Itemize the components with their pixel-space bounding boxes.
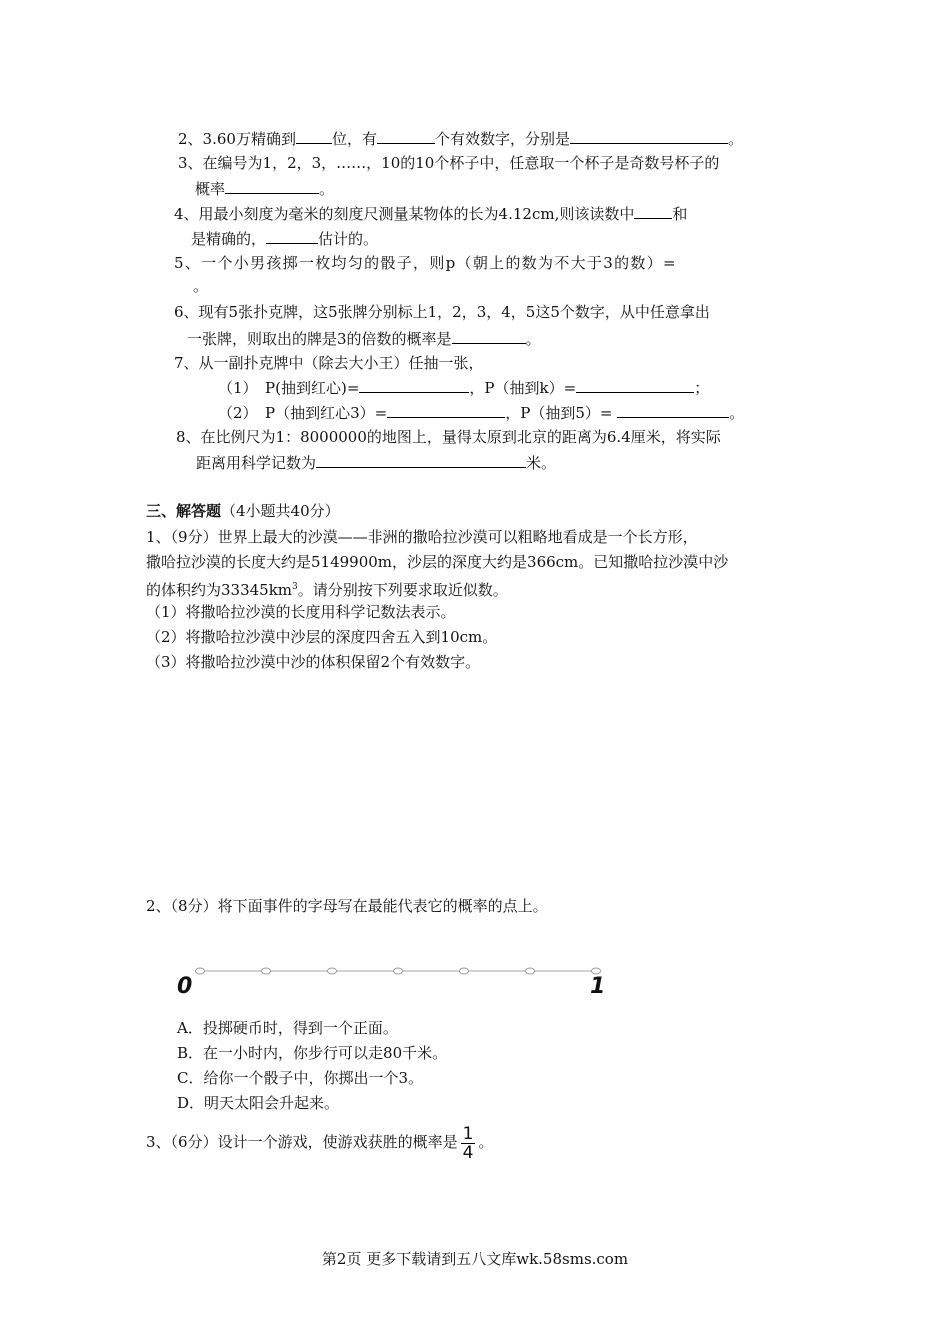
number-line-point[interactable] bbox=[328, 968, 337, 974]
event-option-b: B．在一小时内，你步行可以走80千米。 bbox=[177, 1044, 448, 1062]
question-4-cont: 是精确的， 估计的。 bbox=[191, 230, 379, 248]
probability-fraction: $\frac{1}{4}$ bbox=[462, 1123, 474, 1163]
axis-start-label: 0 bbox=[177, 974, 193, 999]
answer-blank[interactable] bbox=[634, 203, 672, 219]
answer-blank[interactable] bbox=[359, 377, 469, 393]
question-8-cont: 距离用科学记数为 米。 bbox=[196, 454, 557, 472]
event-option-c: C．给你一个骰子中，你掷出一个3。 bbox=[177, 1069, 424, 1087]
problem-1-sub-2: （2）将撒哈拉沙漠中沙层的深度四舍五入到10cm。 bbox=[146, 628, 498, 646]
number-line-point[interactable] bbox=[460, 968, 469, 974]
problem-1-line-3: 的体积约为$33345km^3$。请分别按下列要求取近似数。 bbox=[146, 581, 508, 599]
answer-blank[interactable] bbox=[617, 402, 729, 418]
problem-3: 3、（6分）设计一个游戏，使游戏获胜的概率是 $\frac{1}{4}$ 。 bbox=[146, 1123, 494, 1163]
question-6: 6、现有5张扑克牌，这5张牌分别标上1，2，3，4，5这5个数字，从中任意拿出 bbox=[174, 303, 710, 321]
question-6-cont: 一张牌，则取出的牌是3的倍数的概率是 。 bbox=[187, 330, 541, 348]
section-title: 三、解答题（4小题共40分） bbox=[146, 502, 340, 520]
axis-end-label: 1 bbox=[590, 974, 606, 999]
question-2: 2、3.60万精确到 位，有 个有效数字，分别是 。 bbox=[178, 130, 743, 148]
answer-blank[interactable] bbox=[570, 128, 728, 144]
answer-blank[interactable] bbox=[387, 402, 505, 418]
problem-1-line-2: 撒哈拉沙漠的长度大约是5149900m，沙层的深度大约是366cm。已知撒哈拉沙漠中沙 bbox=[146, 553, 729, 571]
question-3-cont: 概率 。 bbox=[195, 180, 335, 198]
problem-1-sub-3: （3）将撒哈拉沙漠中沙的体积保留2个有效数字。 bbox=[146, 653, 481, 671]
question-7: 7、从一副扑克牌中（除去大小王）任抽一张， bbox=[174, 354, 484, 372]
page-footer: 第2页 更多下载请到五八文库wk.58sms.com bbox=[321, 1250, 629, 1268]
problem-2-title: 2、（8分）将下面事件的字母写在最能代表它的概率的点上。 bbox=[146, 897, 548, 915]
number-line-point[interactable] bbox=[394, 968, 403, 974]
answer-blank[interactable] bbox=[225, 178, 319, 194]
number-line-point[interactable] bbox=[196, 968, 205, 974]
answer-blank[interactable] bbox=[296, 128, 332, 144]
number-line-point[interactable] bbox=[526, 968, 535, 974]
question-5: 5、一个小男孩掷一枚均匀的骰子，则p（朝上的数为不大于3的数）= bbox=[174, 254, 677, 272]
probability-number-line bbox=[190, 962, 610, 980]
event-option-d: D．明天太阳会升起来。 bbox=[177, 1094, 340, 1112]
question-7-part2: （2） P（抽到红心3）= ，P（抽到5）= 。 bbox=[218, 404, 745, 422]
question-8: 8、在比例尺为1：8000000的地图上，量得太原到北京的距离为6.4厘米，将实际 bbox=[176, 428, 721, 446]
answer-blank[interactable] bbox=[452, 328, 526, 344]
event-option-a: A．投掷硬币时，得到一个正面。 bbox=[177, 1019, 398, 1037]
answer-blank[interactable] bbox=[377, 128, 435, 144]
problem-1-line-1: 1、（9分）世界上最大的沙漠——非洲的撒哈拉沙漠可以粗略地看成是一个长方形， bbox=[146, 528, 698, 546]
answer-blank[interactable] bbox=[576, 377, 694, 393]
answer-blank[interactable] bbox=[266, 228, 318, 244]
question-5-cont: 。 bbox=[193, 277, 209, 295]
question-7-part1: （1） P(抽到红心)= ，P（抽到k）= ； bbox=[218, 379, 710, 397]
question-4: 4、用最小刻度为毫米的刻度尺测量某物体的长为4.12cm,则该读数中 和 bbox=[174, 205, 688, 223]
problem-1-sub-1: （1）将撒哈拉沙漠的长度用科学记数法表示。 bbox=[146, 603, 456, 621]
answer-blank[interactable] bbox=[316, 452, 526, 468]
question-3: 3、在编号为1，2，3，……，10的10个杯子中，任意取一个杯子是奇数号杯子的 bbox=[178, 154, 720, 172]
number-line-point[interactable] bbox=[262, 968, 271, 974]
